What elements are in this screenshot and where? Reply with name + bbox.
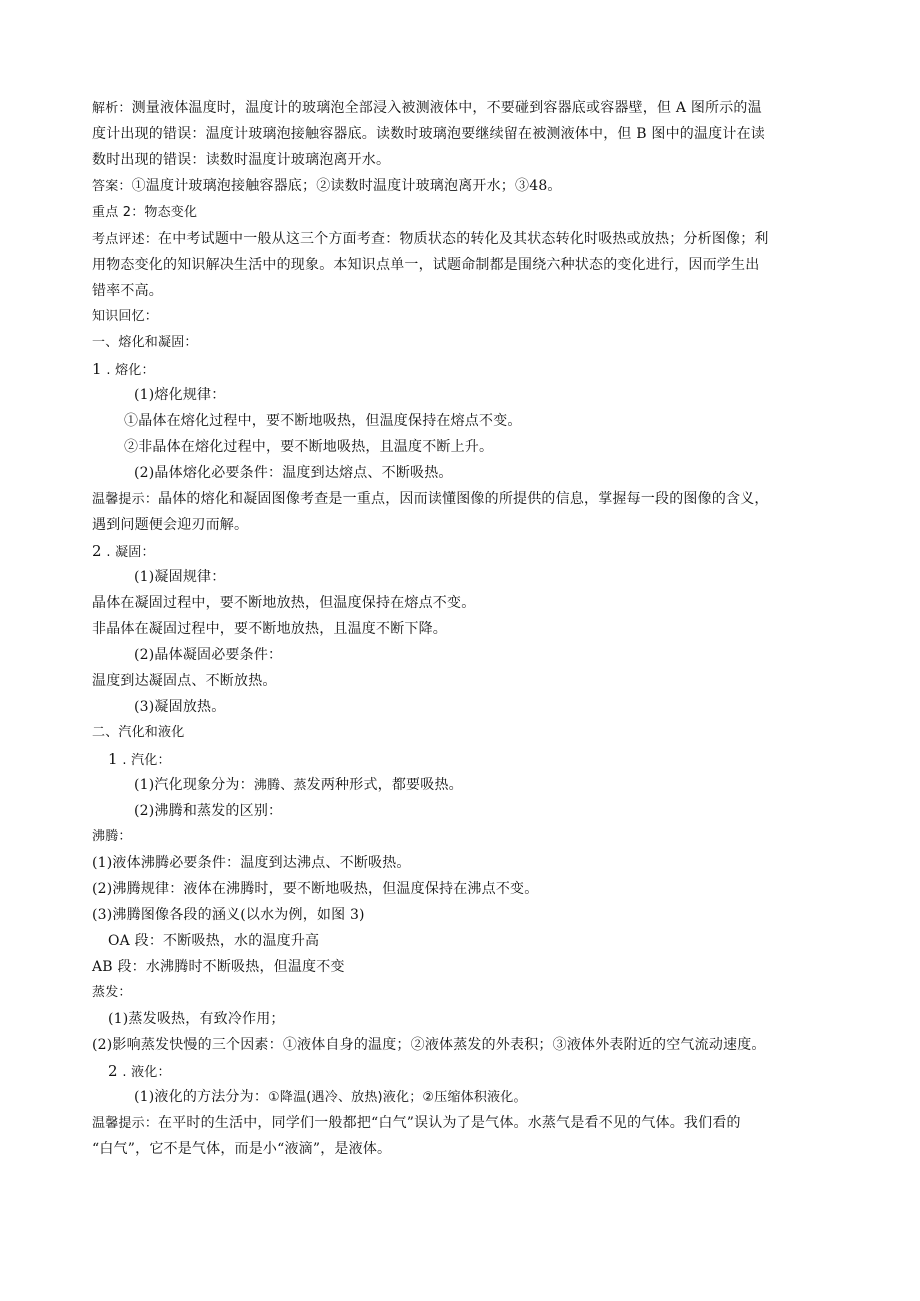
analysis-label: 解析 (92, 101, 119, 116)
label-colon: ： (144, 232, 159, 247)
paragraph-text: OA 段：不断吸热，水的温度升高 (108, 933, 320, 949)
emphasis-text: 沸腾、蒸 (253, 778, 307, 793)
paragraph-text: (3)凝固放热。 (134, 699, 226, 715)
boiling-condition (92, 853, 411, 873)
boiling-rule (92, 879, 538, 899)
solidifying-rule-title (134, 567, 225, 587)
label-colon: ： (118, 179, 132, 194)
paragraph-text: 遇到问题便会迎刃而解。 (92, 517, 249, 533)
emphasis-text: ①降温(遇冷、放热)液化；②压缩体积液化。 (268, 1090, 527, 1105)
paragraph-text: 非晶体在凝固过程中，要不断地放热，且温度不断下降。 (92, 621, 447, 637)
paragraph-text: 发两种形式，都要吸热。 (306, 777, 463, 793)
paragraph-text: 晶体在凝固过程中，要不断地放热，但温度保持在熔点不变。 (92, 595, 476, 611)
heading-text: 二、汽化和液化 (92, 725, 185, 740)
solidifying-subheading (92, 541, 155, 563)
solidifying-condition-title (134, 645, 282, 665)
liquefaction-subheading (108, 1061, 171, 1083)
paragraph-text: 度计出现的错误：温度计玻璃泡接触容器底。读数时玻璃泡要继续留在被测液体中，但 B 图中的温度计在读 (92, 126, 765, 142)
paragraph-text: (2)沸腾和蒸发的区别： (134, 803, 283, 819)
analysis-line-2 (92, 124, 765, 144)
answer-text: ①温度计玻璃泡接触容器底；②读数时温度计玻璃泡离开水；③48。 (131, 178, 562, 194)
subheading-text: . 液化： (122, 1065, 171, 1080)
solidifying-rule-crystal (92, 593, 475, 613)
item-number: 2 (108, 1062, 118, 1080)
paragraph-text: 测量液体温度时，温度计的玻璃泡全部浸入被测液体中，不要碰到容器底或容器壁，但 A 图所示的温 (131, 100, 762, 116)
review-line-3 (92, 281, 163, 301)
analysis-line-1 (92, 98, 762, 119)
segment-oa (108, 931, 319, 951)
label-colon: ： (144, 1116, 159, 1131)
paragraph-text: (3)沸腾图像各段的涵义(以水为例，如图 3) (92, 907, 365, 923)
label-colon: ： (118, 101, 132, 116)
evaporation-heading (92, 983, 132, 1003)
item-number: 2 (92, 542, 102, 560)
paragraph-text: (1)凝固规律： (134, 569, 226, 585)
melting-condition (134, 463, 453, 483)
paragraph-text: 数时出现的错误：读数时温度计玻璃泡离开水。 (92, 152, 391, 168)
solidifying-rule-amorphous (92, 619, 447, 639)
review-line-1 (92, 229, 769, 250)
paragraph-text: (1)汽化现象分为： (134, 777, 254, 793)
paragraph-text: ②非晶体在熔化过程中，要不断地吸热，且温度不断上升。 (124, 439, 494, 455)
melting-rule-amorphous (124, 437, 493, 457)
paragraph-text: (1)蒸发吸热，有致冷作用； (108, 1011, 285, 1027)
liquefaction-methods (134, 1087, 527, 1108)
item-number: 1 (108, 750, 118, 768)
review-line-2 (92, 255, 759, 275)
paragraph-text: (1)液体沸腾必要条件：温度到达沸点、不断吸热。 (92, 855, 411, 871)
heading-text: 重点 2：物态变化 (92, 205, 198, 220)
item-number: 1 (92, 360, 102, 378)
tip-label: 温馨提示 (92, 492, 145, 507)
boiling-evaporation-difference (134, 801, 282, 821)
boiling-heading (92, 827, 132, 847)
segment-ab (92, 957, 345, 977)
tip2-line-2 (92, 1139, 391, 1159)
tip2-line-1 (92, 1113, 741, 1134)
paragraph-text: AB 段：水沸腾时不断吸热，但温度不变 (92, 959, 345, 975)
paragraph-text: “白气”，它不是气体，而是小“液滴”，是液体。 (92, 1141, 392, 1157)
vaporization-liquefaction-heading (92, 723, 184, 743)
subheading-text: . 凝固： (106, 545, 155, 560)
vaporization-subheading (108, 749, 171, 771)
answer-label: 答案 (92, 179, 119, 194)
heading-text: 知识回忆： (92, 309, 159, 324)
subheading-text: . 汽化： (122, 753, 171, 768)
tip-line-2 (92, 515, 248, 535)
vaporization-forms (134, 775, 463, 796)
paragraph-text: 晶体的熔化和凝固图像考查是一重点，因而读懂图像的所提供的信息，掌握每一段的图像的含义， (158, 491, 769, 507)
melting-solidifying-heading (92, 333, 198, 353)
analysis-line-3 (92, 150, 390, 170)
answer-line (92, 176, 562, 197)
melting-subheading (92, 359, 155, 381)
paragraph-text: 在中考试题中一般从这三个方面考查：物质状态的转化及其状态转化时吸热或放热；分析图像；利 (158, 231, 769, 247)
paragraph-text: (2)影响蒸发快慢的三个因素：①液体自身的温度；②液体蒸发的外表积；③液体外表附近的空气流动速度。 (92, 1037, 766, 1053)
paragraph-text: 用物态变化的知识解决生活中的现象。本知识点单一，试题命制都是围绕六种状态的变化进行，因而学生出 (92, 257, 760, 273)
review-label: 考点评述 (92, 232, 145, 247)
heading-text: 一、熔化和凝固： (92, 335, 198, 350)
boiling-graph-meaning (92, 905, 365, 925)
melting-rule-crystal (124, 411, 522, 431)
tip-line-1 (92, 489, 769, 510)
subheading-text: . 熔化： (106, 363, 155, 378)
solidifying-condition (92, 671, 277, 691)
evaporation-factors (92, 1035, 766, 1055)
section-heading-key-point-2 (92, 203, 197, 223)
label-colon: ： (144, 492, 159, 507)
paragraph-text: (2)沸腾规律：液体在沸腾时，要不断地吸热，但温度保持在沸点不变。 (92, 881, 539, 897)
paragraph-text: 温度到达凝固点、不断放热。 (92, 673, 277, 689)
paragraph-text: 在平时的生活中，同学们一般都把“白气”误认为了是气体。水蒸气是看不见的气体。我们看的 (158, 1115, 741, 1131)
paragraph-text: ①晶体在熔化过程中，要不断地吸热，但温度保持在熔点不变。 (124, 413, 522, 429)
melting-rule-title (134, 385, 225, 405)
tip-label: 温馨提示 (92, 1116, 145, 1131)
paragraph-text: (2)晶体熔化必要条件：温度到达熔点、不断吸热。 (134, 465, 453, 481)
heading-text: 沸腾： (92, 829, 132, 844)
paragraph-text: (2)晶体凝固必要条件： (134, 647, 283, 663)
paragraph-text: (1)熔化规律： (134, 387, 226, 403)
solidifying-heat-release (134, 697, 225, 717)
paragraph-text: 错率不高。 (92, 283, 163, 299)
heading-text: 蒸发： (92, 985, 132, 1000)
evaporation-cooling (108, 1009, 285, 1029)
knowledge-recall-heading (92, 307, 158, 327)
paragraph-text: (1)液化的方法分为： (134, 1089, 269, 1105)
